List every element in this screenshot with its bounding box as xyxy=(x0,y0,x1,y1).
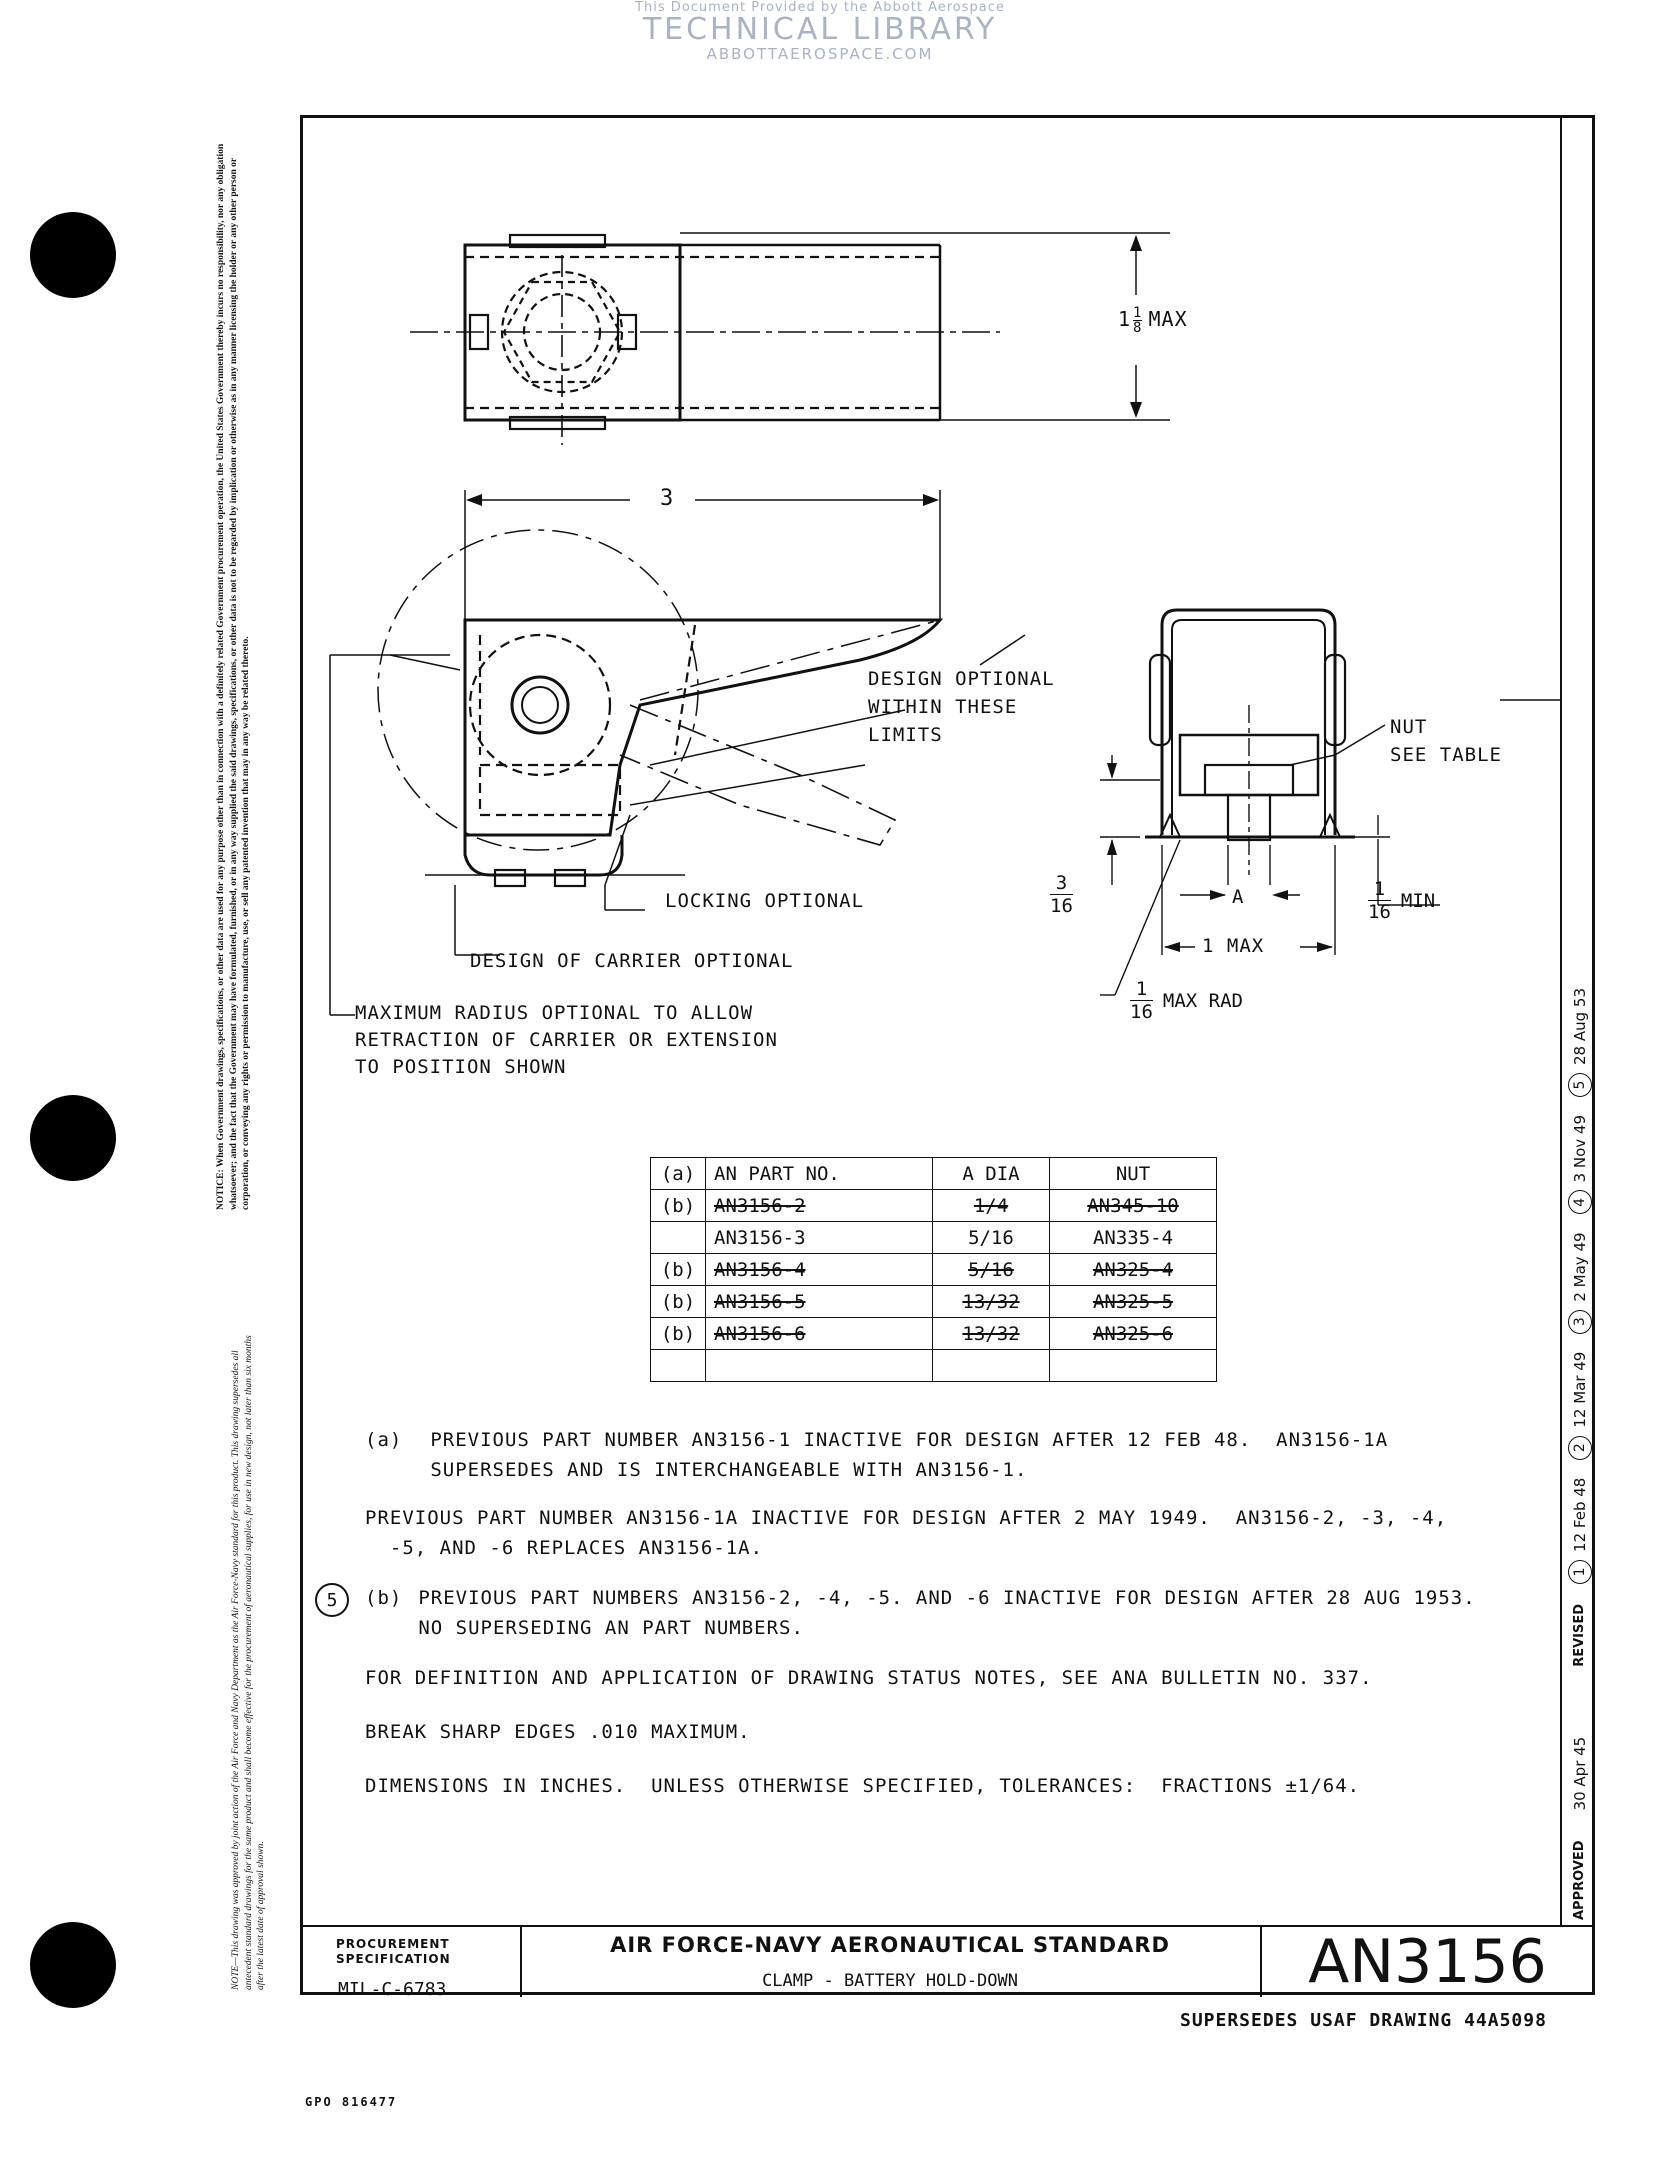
cell-dia-text: 13/32 xyxy=(962,1322,1020,1345)
table-row xyxy=(651,1222,1217,1254)
height-dim-whole: 1 xyxy=(1118,307,1132,331)
revision-date: 12 Mar 49 xyxy=(1571,1351,1589,1428)
binder-hole xyxy=(30,1095,116,1181)
cell-note-text: (b) xyxy=(660,1290,696,1313)
cell-nut xyxy=(1050,1254,1217,1286)
revision-date: 12 Feb 48 xyxy=(1571,1477,1589,1552)
cell-note xyxy=(651,1350,706,1382)
cell-part xyxy=(706,1190,933,1222)
note-a-text: PREVIOUS PART NUMBER AN3156-1 INACTIVE FOR DESIGN AFTER 12 FEB 48. AN3156-1A SUPERSEDES AND IS INTERCHANGEABLE WITH AN3156-1. xyxy=(430,1429,1389,1481)
dim-min-label: MIN xyxy=(1400,889,1436,912)
parts-table-wrap xyxy=(650,1157,1217,1382)
header-provided-by: This Document Provided by the Abbott Aerospace xyxy=(635,0,1005,15)
approved-date: 30 Apr 45 xyxy=(1571,1736,1589,1811)
cell-nut xyxy=(1050,1318,1217,1350)
dim-rad-den: 16 xyxy=(1130,1001,1153,1023)
drawing-number: AN3156 xyxy=(1308,1927,1547,1997)
dim-rad-label: MAX RAD xyxy=(1162,989,1243,1012)
cell-dia-text: 13/32 xyxy=(962,1290,1020,1313)
cell-part xyxy=(706,1318,933,1350)
cell-note xyxy=(651,1286,706,1318)
revision-entry xyxy=(1568,988,1592,1097)
gpo-number: GPO 816477 xyxy=(305,2095,398,2109)
col-header-note: (a) xyxy=(651,1158,706,1190)
dim-1-16-num: 1 xyxy=(1368,878,1391,901)
cell-dia-text: 5/16 xyxy=(968,1258,1014,1281)
procurement-spec: MIL-C-6783 xyxy=(338,1979,447,2000)
side-notice-upper xyxy=(215,143,305,1248)
design-optional-note xyxy=(868,665,1055,749)
design-optional-line2: WITHIN THESE xyxy=(868,696,1018,718)
cell-dia-text: 1/4 xyxy=(973,1194,1009,1217)
notice-text: NOTICE: When Government drawings, specifications, or other data are used for any purpose other than in connection with a definitely related Government procurement operation, the United States Government thereby incurs no responsibility, nor any obligation whatsoever; and the fact that the Government may have formulated, furnished, or in any way supplied the said drawings, specifications, or other data is not to be regarded by implication or otherwise as in any manner licensing the holder or any other person or corporation, or conveying any rights or permission to manufacture, use, or sell any patented invention that may in any way be related thereto. xyxy=(216,143,251,1210)
cell-part-text: AN3156-3 xyxy=(714,1226,806,1249)
cell-part-text: AN3156-2 xyxy=(714,1194,806,1217)
cell-nut xyxy=(1050,1222,1217,1254)
parts-table-body xyxy=(651,1190,1217,1382)
cell-part xyxy=(706,1350,933,1382)
cell-nut-text: AN325-6 xyxy=(1092,1322,1174,1345)
cell-nut xyxy=(1050,1286,1217,1318)
cell-part-text: AN3156-4 xyxy=(714,1258,806,1281)
cell-nut-text: AN335-4 xyxy=(1092,1226,1174,1249)
note-b-text: PREVIOUS PART NUMBERS AN3156-2, -4, -5. AND -6 INACTIVE FOR DESIGN AFTER 28 AUG 1953. NO SUPERSEDING AN PART NUMBERS. xyxy=(418,1587,1476,1639)
note-previous-part: PREVIOUS PART NUMBER AN3156-1A INACTIVE FOR DESIGN AFTER 2 MAY 1949. AN3156-2, -3, -4, -5, AND -6 REPLACES AN3156-1A. xyxy=(365,1507,1448,1559)
max-radius-line3: TO POSITION SHOWN xyxy=(355,1056,567,1078)
side-notice-lower xyxy=(230,1335,310,2028)
cell-note xyxy=(651,1190,706,1222)
dim-3-16 xyxy=(1050,872,1073,917)
side-view xyxy=(330,490,1025,1015)
cell-dia xyxy=(933,1318,1050,1350)
binder-hole xyxy=(30,1922,116,2008)
revision-number: 2 xyxy=(1568,1436,1592,1460)
cell-nut xyxy=(1050,1350,1217,1382)
drawing-number-block xyxy=(1260,1925,1595,1997)
max-radius-note xyxy=(355,1000,778,1081)
dim-3-16-den: 16 xyxy=(1050,895,1073,917)
note-a xyxy=(365,1425,1476,1485)
max-radius-line1: MAXIMUM RADIUS OPTIONAL TO ALLOW xyxy=(355,1002,754,1024)
cell-dia xyxy=(933,1254,1050,1286)
revision-date: 2 May 49 xyxy=(1571,1232,1589,1302)
note-a-tag: (a) xyxy=(365,1429,403,1451)
nut-line1: NUT xyxy=(1390,716,1428,738)
locking-optional-note: LOCKING OPTIONAL xyxy=(665,890,865,912)
revision-entries xyxy=(1568,988,1592,1584)
height-dim-suffix: MAX xyxy=(1148,307,1188,331)
note-break-edges: BREAK SHARP EDGES .010 MAXIMUM. xyxy=(365,1721,751,1743)
cell-part xyxy=(706,1222,933,1254)
table-row xyxy=(651,1190,1217,1222)
col-header-part: AN PART NO. xyxy=(706,1158,933,1190)
dim-3-16-num: 3 xyxy=(1050,872,1073,895)
table-row xyxy=(651,1350,1217,1382)
procurement-label-line1: PROCUREMENT xyxy=(336,1937,450,1951)
nut-note xyxy=(1390,713,1502,769)
dim-a-label: A xyxy=(1232,886,1245,908)
cell-dia xyxy=(933,1190,1050,1222)
cell-nut xyxy=(1050,1190,1217,1222)
standard-heading: AIR FORCE-NAVY AERONAUTICAL STANDARD xyxy=(610,1933,1170,1957)
technical-drawing xyxy=(300,115,1560,1095)
cell-part xyxy=(706,1254,933,1286)
revision-number: 5 xyxy=(1568,1073,1592,1097)
cell-part-text: AN3156-5 xyxy=(714,1290,806,1313)
cell-nut-text: AN325-5 xyxy=(1092,1290,1174,1313)
revision-entry xyxy=(1568,1352,1592,1460)
revision-5-marker: 5 xyxy=(315,1583,349,1617)
parts-table xyxy=(650,1157,1217,1382)
col-header-nut: NUT xyxy=(1050,1158,1217,1190)
part-title: CLAMP - BATTERY HOLD-DOWN xyxy=(762,1971,1018,1991)
height-dim-num: 1 xyxy=(1133,305,1143,321)
library-header xyxy=(560,0,1080,63)
dim-1-16-den: 16 xyxy=(1368,901,1391,923)
binder-hole xyxy=(30,212,116,298)
note-b-tag: (b) xyxy=(365,1587,403,1609)
revised-label: REVISED xyxy=(1572,1603,1587,1667)
design-optional-line1: DESIGN OPTIONAL xyxy=(868,668,1055,690)
cell-part-text: AN3156-6 xyxy=(714,1322,806,1345)
revision-number: 1 xyxy=(1568,1560,1592,1584)
length-dim-label: 3 xyxy=(660,486,675,511)
revision-number: 4 xyxy=(1568,1190,1592,1214)
nut-line2: SEE TABLE xyxy=(1390,744,1502,766)
table-header-row xyxy=(651,1158,1217,1190)
cell-nut-text: AN325-4 xyxy=(1092,1258,1174,1281)
approved-label: APPROVED xyxy=(1572,1840,1587,1920)
col-header-dia: A DIA xyxy=(933,1158,1050,1190)
dim-max-rad xyxy=(1130,978,1243,1023)
cell-note-text: (b) xyxy=(660,1258,696,1281)
cell-part xyxy=(706,1286,933,1318)
table-row xyxy=(651,1318,1217,1350)
carrier-optional-note: DESIGN OF CARRIER OPTIONAL xyxy=(470,950,794,972)
design-optional-line3: LIMITS xyxy=(868,724,943,746)
procurement-label-line2: SPECIFICATION xyxy=(336,1952,451,1966)
max-radius-line2: RETRACTION OF CARRIER OR EXTENSION xyxy=(355,1029,778,1051)
top-view xyxy=(410,233,1170,445)
dim-1max-label: 1 MAX xyxy=(1202,935,1265,957)
height-dim-label xyxy=(1118,306,1188,335)
dim-1-16-min xyxy=(1368,878,1435,923)
cell-dia xyxy=(933,1350,1050,1382)
table-row xyxy=(651,1286,1217,1318)
note-b xyxy=(315,1583,1476,1643)
revision-date: 3 Nov 49 xyxy=(1571,1115,1589,1183)
procurement-block xyxy=(300,1925,522,2000)
revision-number: 3 xyxy=(1568,1310,1592,1334)
revision-entry xyxy=(1568,1232,1592,1333)
revision-entry xyxy=(1568,1115,1592,1214)
revision-entry xyxy=(1568,1478,1592,1584)
cell-note-text: (b) xyxy=(660,1322,696,1345)
note-status-definition: FOR DEFINITION AND APPLICATION OF DRAWING STATUS NOTES, SEE ANA BULLETIN NO. 337. xyxy=(365,1667,1373,1689)
cell-note xyxy=(651,1318,706,1350)
cell-note xyxy=(651,1254,706,1286)
dim-rad-num: 1 xyxy=(1130,978,1153,1001)
cell-note xyxy=(651,1222,706,1254)
note-text: NOTE—This drawing was approved by joint action of the Air Force and Navy Department as the Air Force-Navy standard for this product. This drawing supersedes all antecedent standard drawings for the same product and shall become effective for the procurement of aeronautical supplies, for use in new design, not later than six months after the latest date of approval shown. xyxy=(231,1335,266,1990)
header-library-title: TECHNICAL LIBRARY xyxy=(642,12,998,47)
cell-nut-text: AN345-10 xyxy=(1087,1194,1179,1217)
header-website: ABBOTTAEROSPACE.COM xyxy=(706,45,934,63)
height-dim-den: 8 xyxy=(1133,320,1143,336)
cell-note-text: (b) xyxy=(660,1194,696,1217)
cell-dia-text: 5/16 xyxy=(968,1226,1014,1249)
supersedes-note: SUPERSEDES USAF DRAWING 44A5098 xyxy=(1180,2010,1547,2031)
table-row xyxy=(651,1254,1217,1286)
notes-section xyxy=(326,1425,1476,1801)
revision-date: 28 Aug 53 xyxy=(1571,988,1589,1065)
end-view xyxy=(1100,610,1560,995)
cell-dia xyxy=(933,1286,1050,1318)
title-block xyxy=(520,1925,1262,1997)
note-dimensions: DIMENSIONS IN INCHES. UNLESS OTHERWISE SPECIFIED, TOLERANCES: FRACTIONS ±1/64. xyxy=(365,1775,1361,1797)
procurement-label xyxy=(336,1937,520,1967)
cell-dia xyxy=(933,1222,1050,1254)
